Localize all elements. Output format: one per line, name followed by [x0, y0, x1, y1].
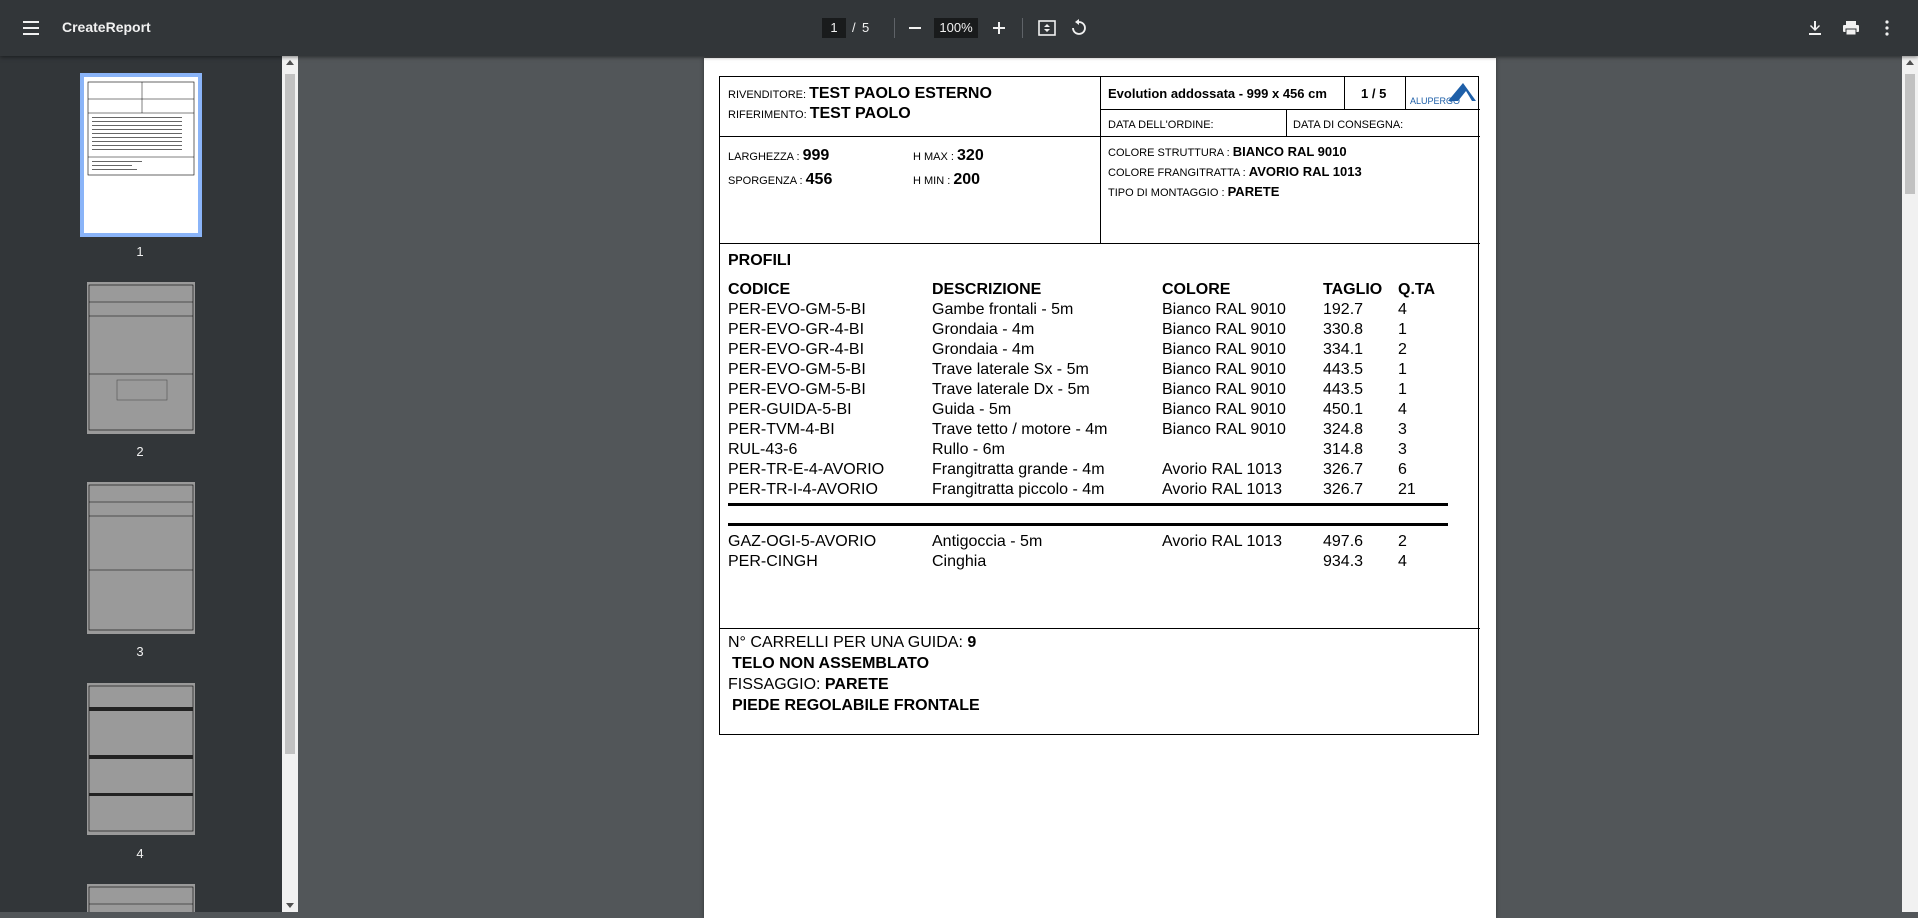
- table-cell: 4: [1398, 301, 1407, 318]
- larghezza-value: 999: [802, 147, 830, 164]
- thumbnail-sidebar: [0, 56, 282, 912]
- thumbnail-page-3[interactable]: [87, 482, 195, 634]
- table-cell: Bianco RAL 9010: [1162, 341, 1286, 358]
- table-cell: PER-TR-I-4-AVORIO: [728, 481, 878, 498]
- table-cell: 1: [1398, 381, 1407, 398]
- sporgenza-row: [728, 171, 832, 189]
- thumbnail-page-1[interactable]: [84, 77, 198, 233]
- cell-divider: [1405, 77, 1406, 109]
- table-cell: 497.6: [1323, 533, 1364, 550]
- sidebar-scrollbar[interactable]: [282, 56, 298, 912]
- montaggio-label: TIPO DI MONTAGGIO :: [1108, 187, 1225, 199]
- hmin-label: H MIN :: [913, 175, 951, 187]
- table-cell: Bianco RAL 9010: [1162, 421, 1286, 438]
- table-rule: [728, 503, 1448, 506]
- larghezza-label: LARGHEZZA :: [728, 151, 800, 163]
- table-cell: Avorio RAL 1013: [1162, 481, 1283, 498]
- colore-struttura-row: [1108, 144, 1347, 159]
- table-cell: 450.1: [1323, 401, 1364, 418]
- zoom-input[interactable]: 100%: [934, 18, 978, 38]
- profili-bottom-rule: [720, 628, 1480, 629]
- data-consegna-label: DATA DI CONSEGNA:: [1293, 119, 1404, 131]
- thumbnail-page-2[interactable]: [87, 282, 195, 434]
- cell-divider: [1286, 109, 1287, 136]
- table-cell: PER-EVO-GR-4-BI: [728, 341, 865, 358]
- col-taglio: TAGLIO: [1323, 281, 1383, 298]
- hmax-label: H MAX :: [913, 151, 954, 163]
- hmax-row: [913, 147, 984, 165]
- table-cell: 314.8: [1323, 441, 1364, 458]
- table-cell: Bianco RAL 9010: [1162, 401, 1286, 418]
- table-cell: Trave laterale Sx - 5m: [932, 361, 1089, 378]
- colore-struttura-label: COLORE STRUTTURA :: [1108, 147, 1230, 159]
- pdf-page: [704, 58, 1496, 918]
- fissaggio-label: FISSAGGIO:: [728, 676, 821, 693]
- table-cell: Frangitratta piccolo - 4m: [932, 481, 1105, 498]
- header-divider: [1100, 77, 1101, 243]
- riferimento-value: TEST PAOLO: [809, 105, 911, 122]
- main-scrollbar[interactable]: [1902, 56, 1918, 912]
- table-cell: Antigoccia - 5m: [932, 533, 1043, 550]
- colore-frangitratta-row: [1108, 164, 1362, 179]
- larghezza-row: [728, 147, 829, 165]
- main-scroll-thumb[interactable]: [1905, 74, 1915, 194]
- table-cell: 2: [1398, 341, 1407, 358]
- logo-text: ALUPERGO: [1410, 96, 1461, 106]
- more-icon[interactable]: [1875, 16, 1899, 40]
- table-cell: Gambe frontali - 5m: [932, 301, 1074, 318]
- fissaggio-row: [728, 676, 889, 694]
- table-cell: PER-GUIDA-5-BI: [728, 401, 852, 418]
- table-cell: Trave tetto / motore - 4m: [932, 421, 1108, 438]
- document-title: CreateReport: [62, 19, 151, 35]
- table-cell: RUL-43-6: [728, 441, 798, 458]
- page-number-input[interactable]: 1: [822, 18, 846, 38]
- thumbnail-label: 3: [136, 644, 144, 659]
- thumbnail-label: 4: [136, 846, 144, 861]
- header-bottom-rule: [720, 136, 1480, 137]
- table-cell: 192.7: [1323, 301, 1364, 318]
- header-rule: [1100, 109, 1480, 110]
- riferimento-row: [728, 105, 911, 123]
- riferimento-label: RIFERIMENTO:: [728, 109, 807, 121]
- col-colore: COLORE: [1162, 281, 1231, 298]
- table-cell: Bianco RAL 9010: [1162, 361, 1286, 378]
- fissaggio-value: PARETE: [824, 676, 889, 693]
- col-descrizione: DESCRIZIONE: [932, 281, 1042, 298]
- table-cell: 6: [1398, 461, 1407, 478]
- page-separator: /: [852, 20, 856, 35]
- table-cell: 324.8: [1323, 421, 1364, 438]
- profili-title: PROFILI: [728, 252, 792, 269]
- table-cell: 3: [1398, 441, 1407, 458]
- table-cell: 4: [1398, 553, 1407, 570]
- thumbnail-label: 2: [136, 444, 144, 459]
- table-cell: 3: [1398, 421, 1407, 438]
- rivenditore-label: RIVENDITORE:: [728, 89, 807, 101]
- table-cell: Rullo - 6m: [932, 441, 1005, 458]
- montaggio-row: [1108, 184, 1279, 199]
- scroll-up-arrow-icon[interactable]: [286, 60, 294, 65]
- rivenditore-row: [728, 85, 992, 103]
- product-title: Evolution addossata - 999 x 456 cm: [1108, 86, 1327, 101]
- print-icon[interactable]: [1839, 16, 1863, 40]
- scroll-down-arrow-icon[interactable]: [286, 903, 294, 908]
- hmin-value: 200: [953, 171, 981, 188]
- data-ordine-label: DATA DELL'ORDINE:: [1108, 119, 1214, 131]
- col-qta: Q.TA: [1398, 281, 1436, 298]
- colore-struttura-value: BIANCO RAL 9010: [1232, 144, 1347, 159]
- table-cell: PER-TVM-4-BI: [728, 421, 835, 438]
- zoom-out-icon[interactable]: [903, 16, 927, 40]
- table-cell: 326.7: [1323, 481, 1364, 498]
- page-total: 5: [862, 20, 870, 35]
- table-cell: Avorio RAL 1013: [1162, 461, 1283, 478]
- zoom-in-icon[interactable]: [987, 16, 1011, 40]
- cell-divider: [1344, 77, 1345, 109]
- table-cell: PER-TR-E-4-AVORIO: [728, 461, 885, 478]
- table-cell: Cinghia: [932, 553, 987, 570]
- table-cell: 443.5: [1323, 381, 1364, 398]
- table-cell: 4: [1398, 401, 1407, 418]
- scroll-up-arrow-icon[interactable]: [1906, 60, 1914, 65]
- table-cell: Grondaia - 4m: [932, 321, 1035, 338]
- thumbnail-page-4[interactable]: [87, 683, 195, 835]
- rotate-icon[interactable]: [1067, 16, 1091, 40]
- table-cell: Frangitratta grande - 4m: [932, 461, 1105, 478]
- carrelli-value: 9: [967, 634, 977, 651]
- page-reference: 1 / 5: [1361, 86, 1387, 101]
- table-cell: Avorio RAL 1013: [1162, 533, 1283, 550]
- hmax-value: 320: [957, 147, 984, 164]
- thumbnail-page-5[interactable]: [87, 884, 195, 912]
- alupergo-logo: [1408, 79, 1478, 107]
- col-codice: CODICE: [728, 281, 791, 298]
- table-cell: GAZ-OGI-5-AVORIO: [728, 533, 877, 550]
- carrelli-label: N° CARRELLI PER UNA GUIDA:: [728, 634, 963, 651]
- table-cell: Bianco RAL 9010: [1162, 381, 1286, 398]
- table-cell: 21: [1398, 481, 1416, 498]
- table-rule: [728, 523, 1448, 526]
- table-cell: PER-EVO-GM-5-BI: [728, 361, 866, 378]
- table-cell: PER-EVO-GM-5-BI: [728, 381, 866, 398]
- table-cell: 330.8: [1323, 321, 1364, 338]
- hmin-row: [913, 171, 980, 189]
- thumbnail-label: 1: [136, 244, 144, 259]
- download-icon[interactable]: [1803, 16, 1827, 40]
- table-cell: PER-CINGH: [728, 553, 818, 570]
- sidebar-scroll-thumb[interactable]: [285, 74, 295, 754]
- table-cell: Bianco RAL 9010: [1162, 321, 1286, 338]
- table-cell: 1: [1398, 361, 1407, 378]
- menu-icon[interactable]: [19, 16, 43, 40]
- table-cell: 326.7: [1323, 461, 1364, 478]
- rivenditore-value: TEST PAOLO ESTERNO: [809, 85, 992, 102]
- pdf-toolbar: [0, 0, 1918, 56]
- montaggio-value: PARETE: [1227, 184, 1280, 199]
- telo-note: TELO NON ASSEMBLATO: [732, 655, 930, 672]
- table-cell: 2: [1398, 533, 1407, 550]
- piede-note: PIEDE REGOLABILE FRONTALE: [732, 697, 980, 714]
- toolbar-divider: [894, 18, 895, 38]
- colore-frangitratta-value: AVORIO RAL 1013: [1248, 164, 1362, 179]
- table-cell: 934.3: [1323, 553, 1364, 570]
- toolbar-divider: [1022, 18, 1023, 38]
- table-cell: PER-EVO-GM-5-BI: [728, 301, 866, 318]
- table-cell: 1: [1398, 321, 1407, 338]
- carrelli-row: [728, 634, 976, 652]
- dimensions-bottom-rule: [720, 243, 1480, 244]
- table-cell: Grondaia - 4m: [932, 341, 1035, 358]
- report-frame: [719, 76, 1479, 735]
- table-cell: Guida - 5m: [932, 401, 1012, 418]
- table-cell: Trave laterale Dx - 5m: [932, 381, 1090, 398]
- colore-frangitratta-label: COLORE FRANGITRATTA :: [1108, 167, 1246, 179]
- table-cell: Bianco RAL 9010: [1162, 301, 1286, 318]
- table-cell: PER-EVO-GR-4-BI: [728, 321, 865, 338]
- sporgenza-label: SPORGENZA :: [728, 175, 803, 187]
- table-cell: 334.1: [1323, 341, 1364, 358]
- sporgenza-value: 456: [805, 171, 833, 188]
- fit-page-icon[interactable]: [1035, 16, 1059, 40]
- table-cell: 443.5: [1323, 361, 1364, 378]
